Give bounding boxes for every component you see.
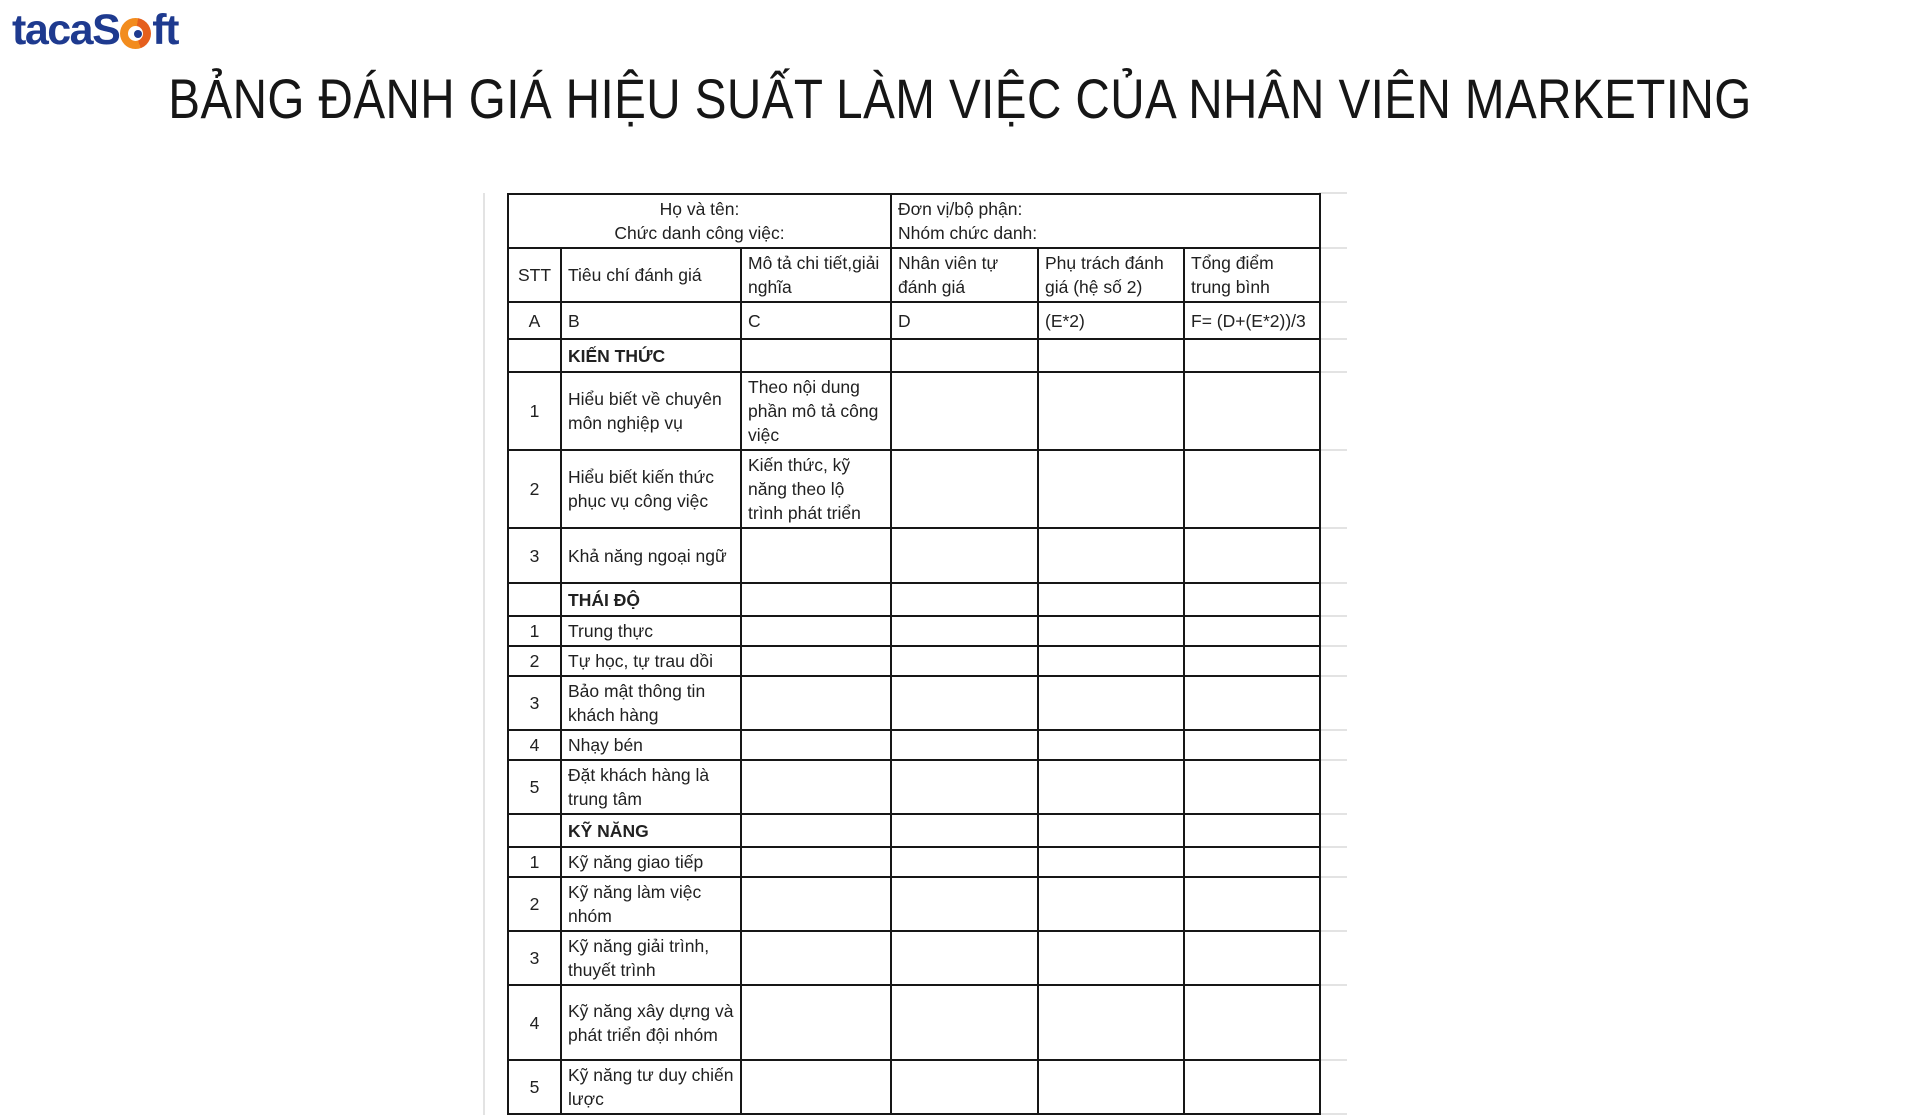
cell-average-score — [1184, 847, 1320, 877]
cell-description — [741, 339, 891, 372]
cell-stt — [508, 814, 561, 847]
cell-manager-score — [1038, 760, 1184, 814]
cell-average-score — [1184, 760, 1320, 814]
column-header-tieu_chi: Tiêu chí đánh giá — [561, 248, 741, 302]
gridline-stub — [1319, 338, 1347, 340]
cell-self-score — [891, 847, 1038, 877]
cell-description — [741, 676, 891, 730]
tacasoft-logo[interactable] — [12, 4, 178, 56]
cell-manager-score — [1038, 372, 1184, 450]
cell-description — [741, 814, 891, 847]
cell-manager-score — [1038, 528, 1184, 583]
cell-manager-score — [1038, 814, 1184, 847]
gridline-stub — [1319, 615, 1347, 617]
info-name-cell — [508, 194, 891, 248]
gridline-stub — [1319, 930, 1347, 932]
column-header-tong_diem_trung_binh: Tổng điểm trung bình — [1184, 248, 1320, 302]
cell-criteria: Tự học, tự trau dồi — [561, 646, 741, 676]
cell-description: Theo nội dung phần mô tả công việc — [741, 372, 891, 450]
cell-criteria: Nhạy bén — [561, 730, 741, 760]
page-title: BẢNG ĐÁNH GIÁ HIỆU SUẤT LÀM VIỆC CỦA NHÂN VIÊN MARKETING — [168, 67, 1752, 130]
gridline-stub — [1319, 1059, 1347, 1061]
code-cell-average-score: F= (D+(E*2))/3 — [1184, 302, 1320, 339]
info-header-row — [508, 194, 1320, 248]
cell-average-score — [1184, 814, 1320, 847]
cell-average-score — [1184, 931, 1320, 985]
column-header-row — [508, 248, 1320, 302]
criteria-row — [508, 877, 1320, 931]
column-header-nhan_vien_tu_danh_gia: Nhân viên tự đánh giá — [891, 248, 1038, 302]
gridline-stub — [1319, 984, 1347, 986]
code-cell-stt: A — [508, 302, 561, 339]
cell-self-score — [891, 583, 1038, 616]
gridline-stub — [1319, 645, 1347, 647]
cell-manager-score — [1038, 1060, 1184, 1114]
cell-description — [741, 931, 891, 985]
cell-description — [741, 646, 891, 676]
cell-criteria: Kỹ năng tư duy chiến lược — [561, 1060, 741, 1114]
criteria-row — [508, 760, 1320, 814]
cell-criteria: Kỹ năng giải trình, thuyết trình — [561, 931, 741, 985]
code-cell-criteria: B — [561, 302, 741, 339]
criteria-row — [508, 528, 1320, 583]
cell-description — [741, 583, 891, 616]
cell-self-score — [891, 985, 1038, 1060]
cell-stt — [508, 583, 561, 616]
gridline-stub — [1319, 759, 1347, 761]
cell-average-score — [1184, 646, 1320, 676]
criteria-row — [508, 847, 1320, 877]
gridline-stub — [1319, 582, 1347, 584]
evaluation-table-wrap — [507, 193, 1321, 1115]
cell-self-score — [891, 646, 1038, 676]
gridline-stub — [1319, 192, 1347, 194]
logo-text-prefix: tacaS — [12, 5, 120, 54]
cell-self-score — [891, 339, 1038, 372]
column-header-phu_trach_danh_gia: Phụ trách đánh giá (hệ số 2) — [1038, 248, 1184, 302]
cell-criteria: Trung thực — [561, 616, 741, 646]
cell-average-score — [1184, 339, 1320, 372]
cell-criteria: Đặt khách hàng là trung tâm — [561, 760, 741, 814]
cell-average-score — [1184, 583, 1320, 616]
cell-average-score — [1184, 730, 1320, 760]
gridline-stub — [1319, 675, 1347, 677]
section-title: KỸ NĂNG — [561, 814, 741, 847]
cell-average-score — [1184, 1060, 1320, 1114]
cell-average-score — [1184, 528, 1320, 583]
cell-criteria: Kỹ năng xây dựng và phát triển đội nhóm — [561, 985, 741, 1060]
cell-stt: 1 — [508, 847, 561, 877]
cell-manager-score — [1038, 730, 1184, 760]
criteria-row — [508, 985, 1320, 1060]
cell-stt: 1 — [508, 616, 561, 646]
cell-criteria: Khả năng ngoại ngữ — [561, 528, 741, 583]
criteria-row — [508, 1060, 1320, 1114]
cell-average-score — [1184, 676, 1320, 730]
cell-stt: 2 — [508, 450, 561, 528]
cell-stt: 2 — [508, 646, 561, 676]
cell-description — [741, 616, 891, 646]
cell-stt: 2 — [508, 877, 561, 931]
cell-self-score — [891, 676, 1038, 730]
section-header-row — [508, 814, 1320, 847]
cell-description: Kiến thức, kỹ năng theo lộ trình phát triển — [741, 450, 891, 528]
cell-stt: 3 — [508, 931, 561, 985]
cell-stt: 5 — [508, 760, 561, 814]
cell-self-score — [891, 1060, 1038, 1114]
cell-description — [741, 1060, 891, 1114]
cell-self-score — [891, 450, 1038, 528]
criteria-row — [508, 450, 1320, 528]
info-line: Đơn vị/bộ phận: — [898, 199, 1023, 219]
cell-stt: 3 — [508, 676, 561, 730]
evaluation-table — [507, 193, 1321, 1115]
column-code-row — [508, 302, 1320, 339]
cell-stt: 4 — [508, 730, 561, 760]
cell-stt: 5 — [508, 1060, 561, 1114]
gridline-stub — [1319, 729, 1347, 731]
cell-self-score — [891, 814, 1038, 847]
cell-criteria: Kỹ năng làm việc nhóm — [561, 877, 741, 931]
cell-criteria: Hiểu biết về chuyên môn nghiệp vụ — [561, 372, 741, 450]
logo-o-ring-icon — [120, 18, 151, 49]
criteria-row — [508, 931, 1320, 985]
gridline-stub — [1319, 301, 1347, 303]
cell-description — [741, 528, 891, 583]
info-line: Nhóm chức danh: — [898, 223, 1038, 243]
code-cell-self-score: D — [891, 302, 1038, 339]
gridline-stub — [1319, 371, 1347, 373]
cell-criteria: Bảo mật thông tin khách hàng — [561, 676, 741, 730]
cell-average-score — [1184, 616, 1320, 646]
column-header-stt: STT — [508, 248, 561, 302]
cell-manager-score — [1038, 616, 1184, 646]
cell-self-score — [891, 616, 1038, 646]
info-line: Họ và tên: — [659, 199, 740, 219]
criteria-row — [508, 730, 1320, 760]
gridline-stub — [1319, 247, 1347, 249]
cell-manager-score — [1038, 339, 1184, 372]
cell-description — [741, 847, 891, 877]
cell-manager-score — [1038, 583, 1184, 616]
cell-manager-score — [1038, 877, 1184, 931]
code-cell-manager-score: (E*2) — [1038, 302, 1184, 339]
criteria-row — [508, 372, 1320, 450]
cell-stt: 1 — [508, 372, 561, 450]
cell-self-score — [891, 372, 1038, 450]
cell-average-score — [1184, 985, 1320, 1060]
column-header-mo_ta: Mô tả chi tiết,giải nghĩa — [741, 248, 891, 302]
gridline-left — [483, 193, 485, 1115]
section-header-row — [508, 583, 1320, 616]
cell-self-score — [891, 877, 1038, 931]
cell-stt — [508, 339, 561, 372]
cell-stt: 3 — [508, 528, 561, 583]
cell-stt: 4 — [508, 985, 561, 1060]
gridline-stub — [1319, 813, 1347, 815]
criteria-row — [508, 676, 1320, 730]
cell-average-score — [1184, 450, 1320, 528]
cell-criteria: Hiểu biết kiến thức phục vụ công việc — [561, 450, 741, 528]
cell-manager-score — [1038, 985, 1184, 1060]
cell-description — [741, 877, 891, 931]
cell-manager-score — [1038, 847, 1184, 877]
logo-text-suffix: ft — [152, 5, 178, 54]
section-title: KIẾN THỨC — [561, 339, 741, 372]
cell-criteria: Kỹ năng giao tiếp — [561, 847, 741, 877]
gridline-stub — [1319, 846, 1347, 848]
info-line: Chức danh công việc: — [614, 223, 785, 243]
criteria-row — [508, 646, 1320, 676]
cell-manager-score — [1038, 450, 1184, 528]
gridline-stub — [1319, 449, 1347, 451]
section-title: THÁI ĐỘ — [561, 583, 741, 616]
cell-self-score — [891, 760, 1038, 814]
cell-description — [741, 985, 891, 1060]
cell-manager-score — [1038, 931, 1184, 985]
gridline-stub — [1319, 527, 1347, 529]
cell-description — [741, 730, 891, 760]
cell-self-score — [891, 931, 1038, 985]
gridline-stub — [1319, 876, 1347, 878]
info-department-cell — [891, 194, 1320, 248]
cell-self-score — [891, 528, 1038, 583]
cell-self-score — [891, 730, 1038, 760]
cell-manager-score — [1038, 646, 1184, 676]
cell-average-score — [1184, 372, 1320, 450]
cell-manager-score — [1038, 676, 1184, 730]
cell-average-score — [1184, 877, 1320, 931]
code-cell-description: C — [741, 302, 891, 339]
cell-description — [741, 760, 891, 814]
criteria-row — [508, 616, 1320, 646]
section-header-row — [508, 339, 1320, 372]
